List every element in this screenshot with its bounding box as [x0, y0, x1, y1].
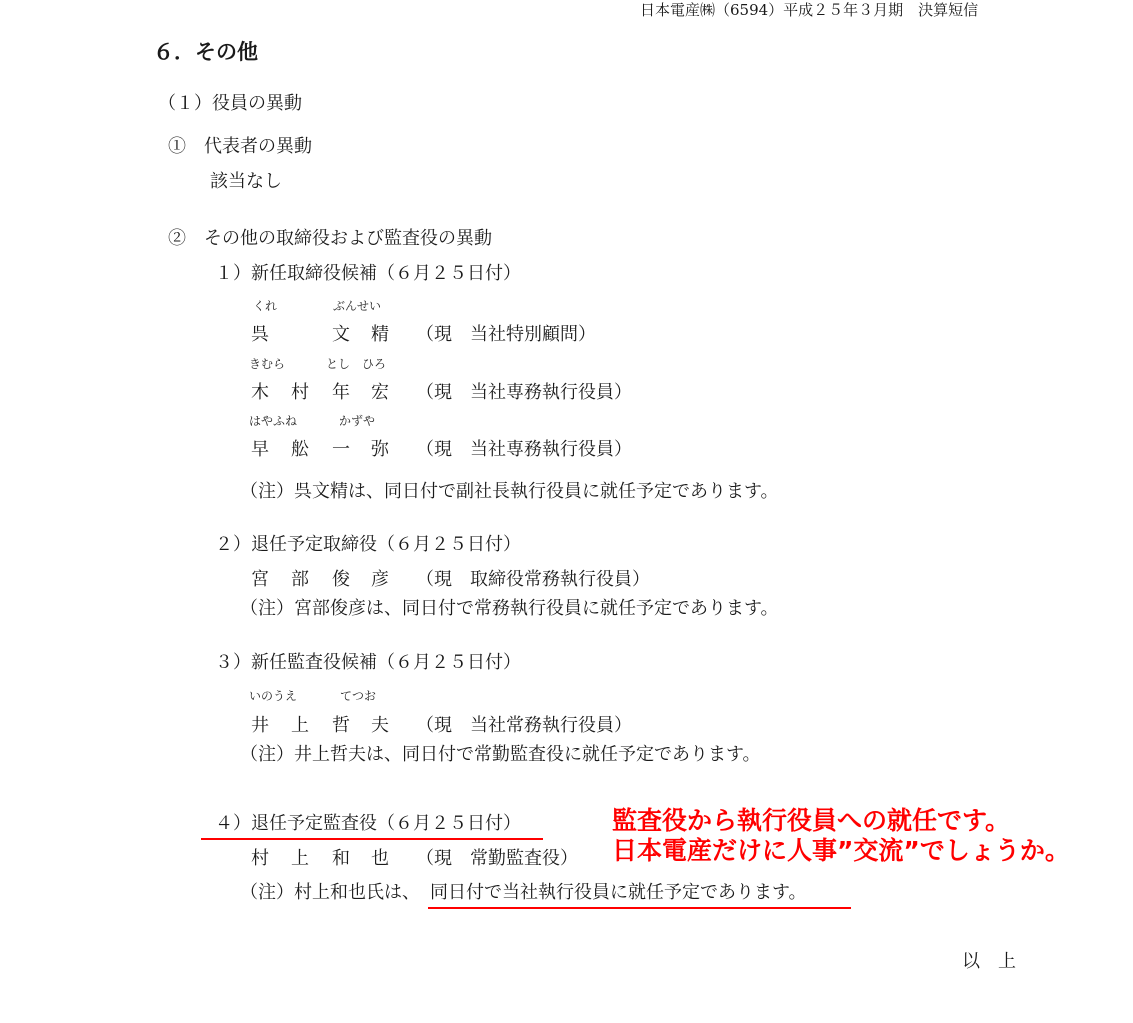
person-name: 木 村 年 宏	[251, 382, 389, 403]
callout-line2: 日本電産だけに人事”交流”でしょうか。	[612, 836, 1070, 865]
group2-heading: ２）退任予定取締役（６月２５日付）	[215, 534, 521, 555]
subsection-heading: （１）役員の異動	[158, 93, 302, 114]
person-role: （現 当社専務執行役員）	[416, 382, 632, 403]
name-reading: くれ ぶんせい	[253, 299, 382, 313]
name-reading: はやふね かずや	[249, 414, 376, 428]
group2-note: （注）宮部俊彦は、同日付で常務執行役員に就任予定であります。	[240, 598, 779, 619]
group4-note-prefix: （注）村上和也氏は、	[240, 882, 420, 903]
group3-heading: ３）新任監査役候補（６月２５日付）	[215, 652, 521, 673]
item1-label: ① 代表者の異動	[168, 136, 312, 157]
group4-heading: ４）退任予定監査役（６月２５日付）	[215, 813, 521, 834]
red-underline-heading	[201, 838, 543, 840]
document-header: 日本電産㈱（6594）平成２５年３月期 決算短信	[640, 1, 979, 19]
group4-note-main: 同日付で当社執行役員に就任予定であります。	[430, 882, 807, 903]
person-name: 井 上 哲 夫	[251, 715, 389, 736]
person-role: （現 当社特別顧問）	[416, 324, 596, 345]
person-name: 村 上 和 也	[251, 848, 389, 869]
item1-content: 該当なし	[210, 171, 282, 192]
person-role: （現 当社専務執行役員）	[416, 439, 632, 460]
person-role: （現 常勤監査役）	[416, 848, 578, 869]
group1-heading: １）新任取締役候補（６月２５日付）	[215, 263, 521, 284]
name-reading: きむら とし ひろ	[249, 357, 387, 371]
person-name: 早 舩 一 弥	[251, 439, 389, 460]
person-role: （現 当社常務執行役員）	[416, 715, 632, 736]
group3-note: （注）井上哲夫は、同日付で常勤監査役に就任予定であります。	[240, 744, 761, 765]
callout-line1: 監査役から執行役員への就任です。	[612, 806, 1011, 835]
closing-mark: 以 上	[962, 951, 1016, 972]
person-name: 宮 部 俊 彦	[251, 569, 389, 590]
person-role: （現 取締役常務執行役員）	[416, 569, 650, 590]
section-title: ６．その他	[153, 40, 258, 64]
name-reading: いのうえ てつお	[249, 689, 377, 703]
red-underline-note	[428, 907, 851, 909]
group1-note: （注）呉文精は、同日付で副社長執行役員に就任予定であります。	[240, 481, 779, 502]
item2-label: ② その他の取締役および監査役の異動	[168, 228, 492, 249]
person-name: 呉 文 精	[251, 324, 389, 345]
